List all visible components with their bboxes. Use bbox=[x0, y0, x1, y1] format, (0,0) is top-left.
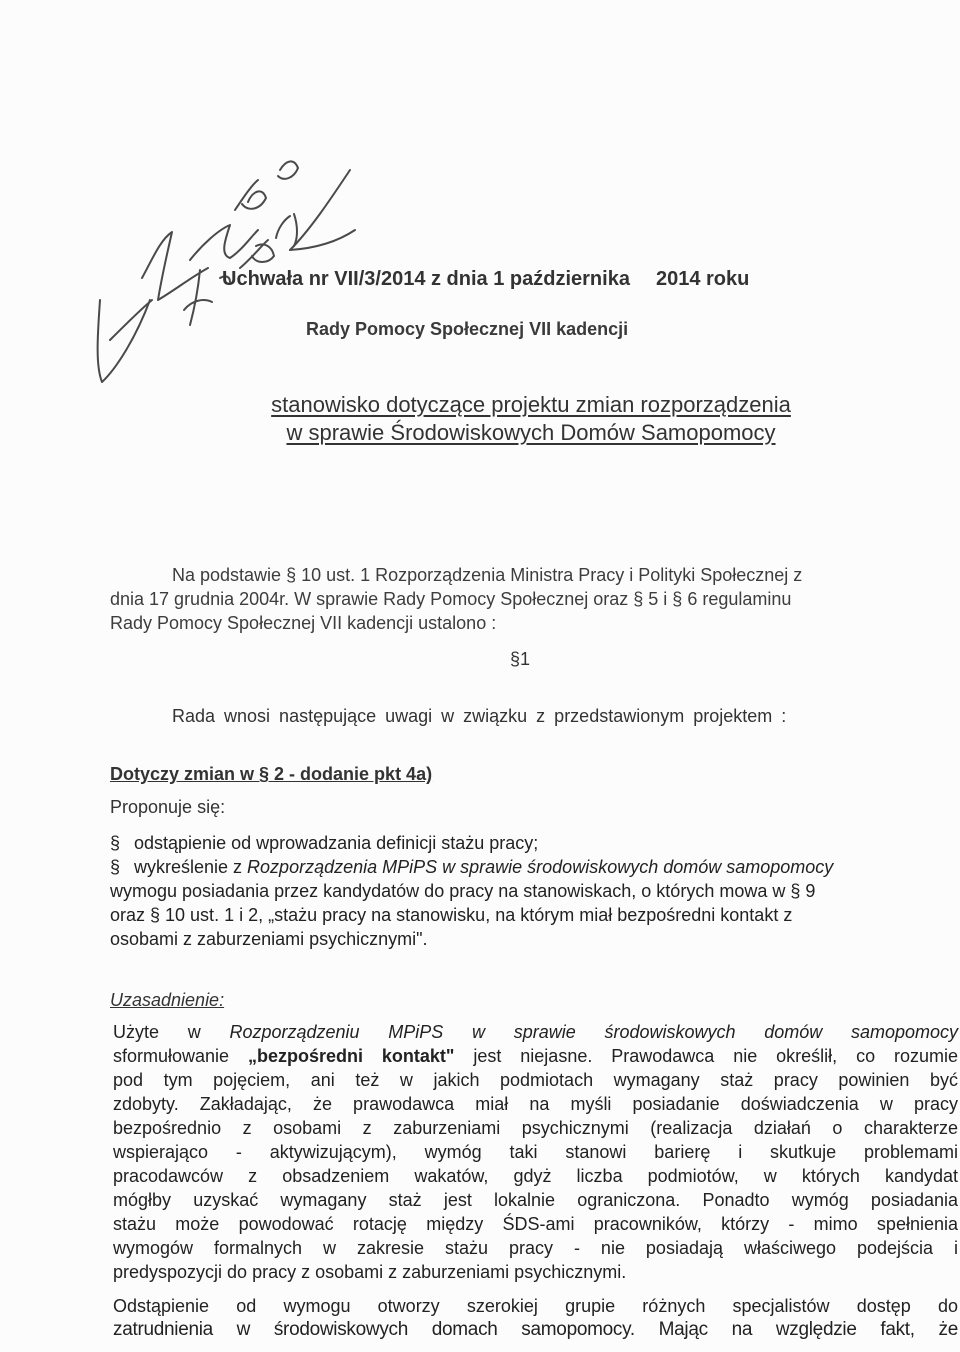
justification-line-6: wspierająco - aktywizującym), wymóg taki stanowi barierę i skutkuje problemami bbox=[113, 1142, 958, 1162]
justification-text: jest niejasne. Prawodawca nie określił, co rozumie bbox=[454, 1046, 959, 1066]
justification-line-4: zdobyty. Zakładając, że prawodawca miał na myśli posiadanie doświadczenia w pracy bbox=[113, 1094, 958, 1114]
proposes-label: Proponuje się: bbox=[110, 797, 226, 817]
justification-line-2 bbox=[113, 1046, 958, 1067]
justification-line-5: bezpośrednio z osobami z zaburzeniami psychicznymi (realizacja działań o charakterze bbox=[113, 1118, 958, 1138]
intro-line-3: Rady Pomocy Społecznej VII kadencji ustalono : bbox=[110, 613, 497, 633]
section-heading: Dotyczy zmian w § 2 - dodanie pkt 4a) bbox=[110, 764, 433, 784]
justification-line-13: zatrudnienia w środowiskowych domach samopomocy. Mając na względzie fakt, że bbox=[113, 1319, 958, 1340]
proposal-item-2-regulation: Rozporządzenia MPiPS w sprawie środowiskowych domów samopomocy bbox=[247, 857, 834, 877]
proposal-item-2-line-2: wymogu posiadania przez kandydatów do pracy na stanowiskach, o których mowa w § 9 bbox=[110, 881, 816, 901]
justification-text: sformułowanie bbox=[113, 1046, 248, 1066]
justification-regulation: Rozporządzeniu MPiPS w sprawie środowiskowych domów samopomocy bbox=[229, 1022, 958, 1042]
proposal-item-2 bbox=[110, 857, 833, 878]
proposal-item-2-line-3: oraz § 10 ust. 1 i 2, „stażu pracy na stanowisku, na którym miał bezpośredni kontakt z bbox=[110, 905, 793, 925]
justification-line-10: wymogów formalnych w zakresie stażu pracy - nie posiadają właściwego podejścia i bbox=[113, 1238, 958, 1258]
proposal-item-2-text: wykreślenie z bbox=[134, 857, 248, 877]
justification-line-9: stażu może powodować rotację między ŚDS-ami pracowników, którzy - mimo spełnienia bbox=[113, 1214, 958, 1234]
proposal-item-1-text: odstąpienie od wprowadzania definicji stażu pracy; bbox=[134, 833, 539, 853]
section-sign-icon: § bbox=[110, 833, 121, 853]
resolution-title-main: Uchwała nr VII/3/2014 z dnia 1 października bbox=[222, 268, 630, 290]
proposal-item-1 bbox=[110, 833, 538, 854]
justification-line-1 bbox=[113, 1022, 958, 1043]
justification-line-3: pod tym pojęciem, ani też w jakich podmiotach wymagany staż pracy powinien być bbox=[113, 1070, 958, 1090]
justification-line-12: Odstąpienie od wymogu otworzy szerokiej grupie różnych specjalistów dostęp do bbox=[113, 1296, 958, 1316]
section-sign-icon: § bbox=[110, 857, 121, 877]
resolution-title bbox=[222, 268, 749, 291]
intro-line-2: dnia 17 grudnia 2004r. W sprawie Rady Pomocy Społecznej oraz § 5 i § 6 regulaminu bbox=[110, 589, 792, 609]
justification-term: „bezpośredni kontakt" bbox=[247, 1046, 455, 1066]
topic-line-1: stanowisko dotyczące projektu zmian rozporządzenia bbox=[271, 392, 791, 417]
intro-line-1: Na podstawie § 10 ust. 1 Rozporządzenia Ministra Pracy i Polityki Społecznej z bbox=[172, 565, 803, 585]
topic-line-2: w sprawie Środowiskowych Domów Samopomocy bbox=[286, 420, 776, 445]
proposal-item-2-line-4: osobami z zaburzeniami psychicznymi". bbox=[110, 929, 428, 949]
remarks-intro: Rada wnosi następujące uwagi w związku z przedstawionym projektem : bbox=[172, 706, 787, 726]
paragraph-mark: §1 bbox=[510, 649, 531, 669]
justification-heading: Uzasadnienie: bbox=[110, 990, 225, 1010]
justification-text: Użyte w bbox=[113, 1022, 230, 1042]
justification-line-7: pracodawców z obsadzeniem wakatów, gdyż liczba podmiotów, w których kandydat bbox=[113, 1166, 958, 1186]
resolution-title-year: 2014 roku bbox=[655, 268, 750, 290]
justification-line-11: predyspozycji do pracy z osobami z zaburzeniami psychicznymi. bbox=[113, 1262, 627, 1282]
justification-line-8: mógłby uzyskać wymagany staż jest lokalnie ograniczona. Ponadto wymóg posiadania bbox=[113, 1190, 958, 1210]
council-subtitle: Rady Pomocy Społecznej VII kadencji bbox=[306, 319, 629, 339]
